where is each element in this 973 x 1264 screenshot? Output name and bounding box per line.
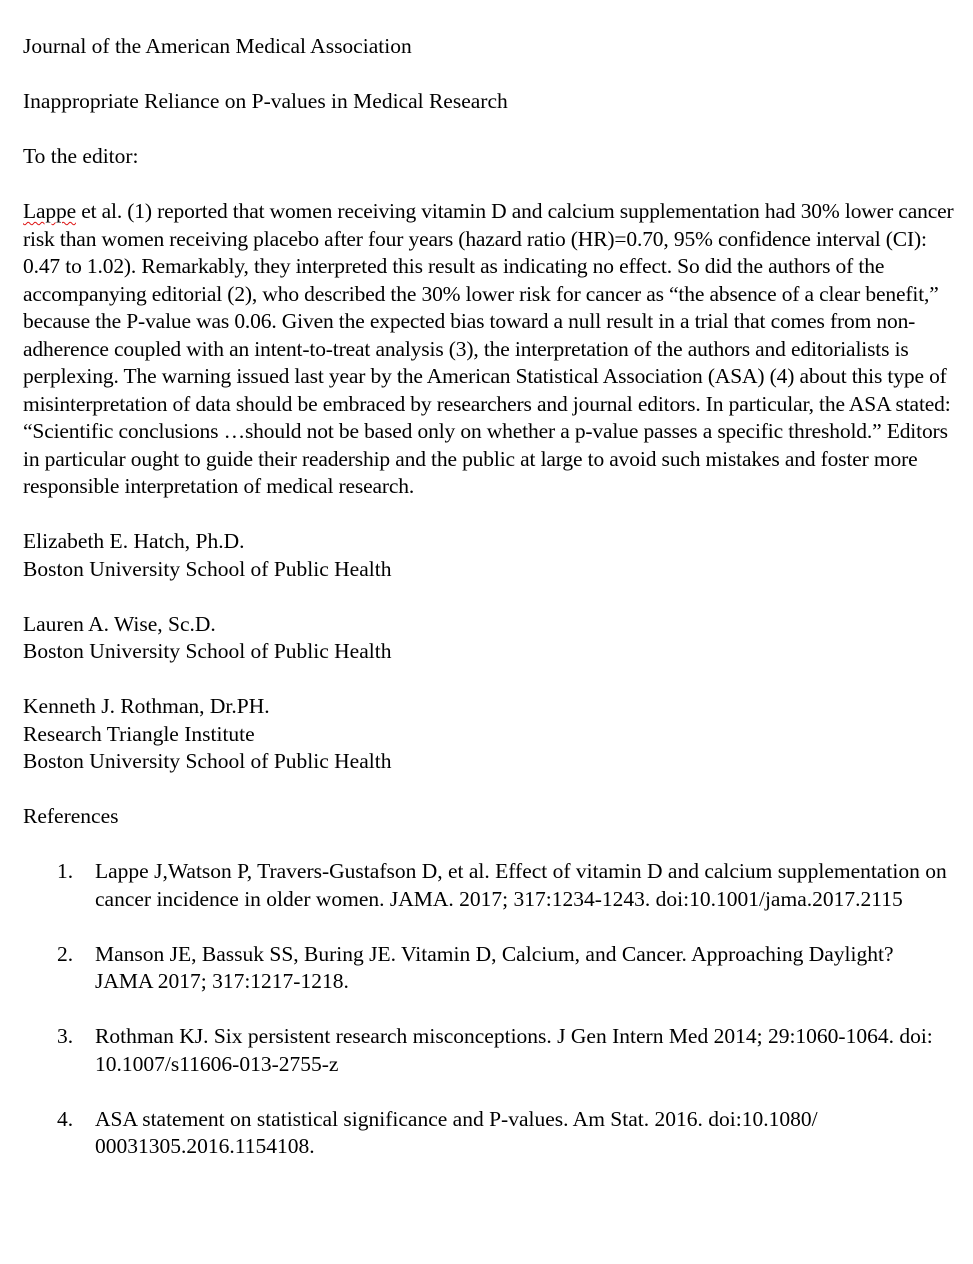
author-affiliation: Boston University School of Public Health	[23, 639, 392, 663]
author-name: Kenneth J. Rothman, Dr.PH.	[23, 694, 270, 718]
reference-text: Rothman KJ. Six persistent research misconceptions. J Gen Intern Med 2014; 29:1060-1064. doi: 10.1007/s11606-013-2755-z	[95, 1024, 933, 1076]
reference-item	[23, 941, 951, 996]
journal-name: Journal of the American Medical Association	[23, 34, 412, 58]
author-affiliation: Boston University School of Public Health	[23, 749, 392, 773]
reference-number: 1.	[57, 859, 74, 883]
author-block	[23, 693, 951, 776]
reference-item	[23, 1106, 951, 1161]
reference-number: 3.	[57, 1024, 74, 1048]
author-affiliation: Research Triangle Institute	[23, 721, 255, 746]
reference-item	[23, 1023, 951, 1078]
author-name: Lauren A. Wise, Sc.D.	[23, 611, 216, 636]
reference-number: 4.	[57, 1106, 74, 1131]
reference-text: ASA statement on statistical significance and P-values. Am Stat. 2016. doi:10.1080/ 00031305.2016.1154108.	[95, 1106, 818, 1158]
author-affiliation: Boston University School of Public Health	[23, 556, 392, 581]
author-name: Elizabeth E. Hatch, Ph.D.	[23, 529, 245, 553]
author-block	[23, 611, 951, 666]
reference-number: 2.	[57, 941, 74, 966]
letter-body	[23, 198, 958, 501]
salutation: To the editor:	[23, 144, 139, 168]
reference-text: Lappe J,Watson P, Travers-Gustafson D, et al. Effect of vitamin D and calcium supplementation on cancer incidence in older women. JAMA. 2017; 317:1234-1243. doi:10.1001/jama.2017.2115	[95, 859, 947, 911]
reference-list	[23, 858, 951, 1161]
letter-title: Inappropriate Reliance on P-values in Medical Research	[23, 89, 508, 113]
reference-text: Manson JE, Bassuk SS, Buring JE. Vitamin D, Calcium, and Cancer. Approaching Daylight? JAMA 2017; 317:1217-1218.	[95, 941, 894, 993]
body-text: et al. (1) reported that women receiving vitamin D and calcium supplementation had 30% lower cancer risk than women receiving placebo after four years (hazard ratio (HR)=0.70, 95% confidence interval (CI): 0.47 to 1.02). Remarkably, they interpreted this result as indicating no effect. So did the authors of the accompanying editorial (2), who described the 30% lower risk for cancer as “the absence of a clear benefit,” because the P-value was 0.06. Given the expected bias toward a null result in a trial that comes from non-adherence coupled with an intent-to-treat analysis (3), the interpretation of the authors and editorialists is perplexing. The warning issued last year by the American Statistical Association (ASA) (4) about this type of misinterpretation of data should be embraced by researchers and journal editors. In particular, the ASA stated: “Scientific conclusions …should not be based only on whether a p-value passes a specific threshold.” Editors in particular ought to guide their readership and the public at large to avoid such mistakes and foster more responsible interpretation of medical research.	[23, 199, 954, 498]
reference-item	[23, 858, 951, 913]
lead-word: Lappe	[23, 199, 76, 223]
author-block	[23, 528, 951, 583]
references-heading: References	[23, 804, 119, 828]
